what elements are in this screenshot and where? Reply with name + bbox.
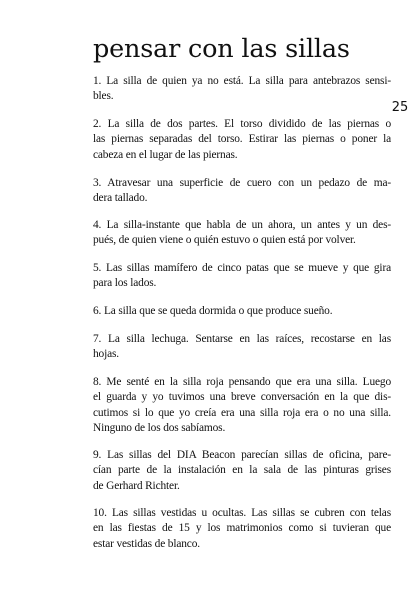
page-title: pensar con las sillas [93, 34, 350, 64]
entry-line: cutimos si lo que yo creía era una silla roja era o no una silla. [93, 406, 391, 419]
page-number: 25 [391, 100, 409, 115]
entry-line: hojas. [93, 348, 119, 361]
entry-line: pués, de quien viene o quién estuvo o quien está por volver. [93, 234, 356, 247]
list-item [93, 375, 391, 437]
list-item [93, 261, 391, 292]
list-item [93, 74, 391, 105]
list-item [93, 218, 391, 249]
list-item [93, 448, 391, 494]
entry-line: las piernas separadas del torso. Estirar las piernas o poner la [93, 133, 391, 146]
entry-line: bles. [93, 90, 114, 103]
entry-line: en las fiestas de 15 y los matrimonios como si tuvieran que [93, 522, 391, 535]
entry-line: Ninguno de los dos sabíamos. [93, 422, 226, 435]
entry-line: 8. Me senté en la silla roja pensando que era una silla. Luego [93, 376, 391, 388]
list-item [93, 304, 391, 319]
entry-line: de Gerhard Richter. [93, 479, 180, 492]
list-item [93, 332, 391, 363]
entry-line: estar vestidas de blanco. [93, 537, 200, 550]
entry-line: 4. La silla-instante que habla de un ahora, un antes y un des- [93, 219, 391, 231]
entry-line: 3. Atravesar una superficie de cuero con un pedazo de ma- [93, 177, 391, 189]
list-item [93, 506, 391, 552]
list-item [93, 176, 391, 207]
list-item [93, 117, 391, 163]
entry-line: cían parte de la instalación en la sala de las pinturas grises [93, 464, 391, 477]
entry-line: cabeza en el lugar de las piernas. [93, 148, 238, 161]
entry-line: 1. La silla de quien ya no está. La silla para antebrazos sensi- [93, 75, 391, 87]
entry-line: 6. La silla que se queda dormida o que produce sueño. [93, 305, 333, 317]
entry-line: dera tallado. [93, 192, 148, 205]
entry-line: 5. Las sillas mamífero de cinco patas que se mueve y que gira [93, 262, 391, 274]
entry-line: 10. Las sillas vestidas u ocultas. Las sillas se cubren con telas [93, 507, 391, 519]
entry-line: para los lados. [93, 277, 157, 290]
entry-line: 7. La silla lechuga. Sentarse en las raíces, recostarse en las [93, 333, 391, 345]
entry-line: 2. La silla de dos partes. El torso dividido de las piernas o [93, 118, 391, 130]
entry-line: el guarda y yo tuvimos una breve conversación en la que dis- [93, 391, 391, 404]
entry-line: 9. Las sillas del DIA Beacon parecían sillas de oficina, pare- [93, 449, 391, 461]
